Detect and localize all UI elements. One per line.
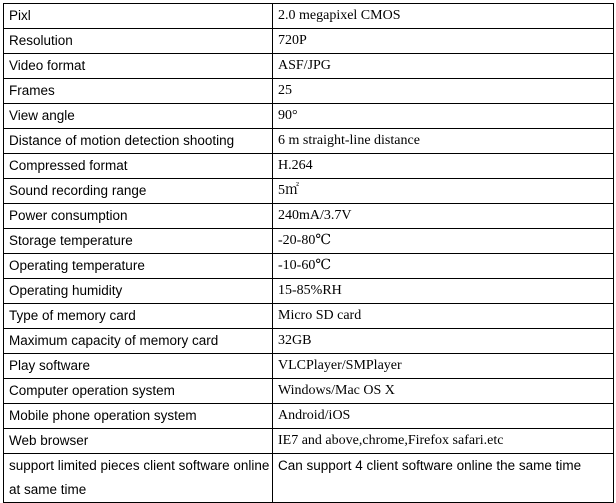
spec-value: 2.0 megapixel CMOS: [273, 4, 614, 29]
table-row: [4, 154, 614, 179]
spec-label: support limited pieces client software online at same time: [4, 454, 273, 503]
spec-value: Can support 4 client software online the same time: [273, 454, 614, 503]
spec-label: Power consumption: [4, 204, 273, 229]
spec-label: Web browser: [4, 429, 273, 454]
table-row: [4, 454, 614, 503]
spec-value: IE7 and above,chrome,Firefox safari.etc: [273, 429, 614, 454]
table-row: [4, 329, 614, 354]
table-row: [4, 429, 614, 454]
table-row: [4, 79, 614, 104]
spec-table-body: [4, 4, 614, 503]
table-row: [4, 379, 614, 404]
table-row: [4, 54, 614, 79]
spec-value: H.264: [273, 154, 614, 179]
spec-value: -10-60℃: [273, 254, 614, 279]
spec-value: Micro SD card: [273, 304, 614, 329]
spec-label: View angle: [4, 104, 273, 129]
spec-value: 32GB: [273, 329, 614, 354]
spec-label: Resolution: [4, 29, 273, 54]
spec-value: 15-85%RH: [273, 279, 614, 304]
table-row: [4, 179, 614, 204]
spec-value: 25: [273, 79, 614, 104]
spec-value: ASF/JPG: [273, 54, 614, 79]
spec-value: 5㎡: [273, 179, 614, 204]
spec-label: Maximum capacity of memory card: [4, 329, 273, 354]
spec-value: VLCPlayer/SMPlayer: [273, 354, 614, 379]
spec-table: [3, 3, 614, 503]
spec-label: Mobile phone operation system: [4, 404, 273, 429]
spec-label: Distance of motion detection shooting: [4, 129, 273, 154]
table-row: [4, 129, 614, 154]
spec-value: 240mA/3.7V: [273, 204, 614, 229]
spec-label: Frames: [4, 79, 273, 104]
spec-value: Android/iOS: [273, 404, 614, 429]
table-row: [4, 204, 614, 229]
spec-value: 6 m straight-line distance: [273, 129, 614, 154]
table-row: [4, 354, 614, 379]
table-row: [4, 404, 614, 429]
spec-label: Operating temperature: [4, 254, 273, 279]
spec-value: 720P: [273, 29, 614, 54]
spec-label: Operating humidity: [4, 279, 273, 304]
table-row: [4, 304, 614, 329]
spec-label: Storage temperature: [4, 229, 273, 254]
spec-label: Pixl: [4, 4, 273, 29]
spec-label: Play software: [4, 354, 273, 379]
table-row: [4, 279, 614, 304]
spec-value: 90°: [273, 104, 614, 129]
spec-value: Windows/Mac OS X: [273, 379, 614, 404]
spec-label: Computer operation system: [4, 379, 273, 404]
spec-label: Type of memory card: [4, 304, 273, 329]
table-row: [4, 4, 614, 29]
spec-label: Video format: [4, 54, 273, 79]
table-row: [4, 104, 614, 129]
spec-value: -20-80℃: [273, 229, 614, 254]
table-row: [4, 254, 614, 279]
table-row: [4, 229, 614, 254]
table-row: [4, 29, 614, 54]
spec-label: Sound recording range: [4, 179, 273, 204]
spec-label: Compressed format: [4, 154, 273, 179]
